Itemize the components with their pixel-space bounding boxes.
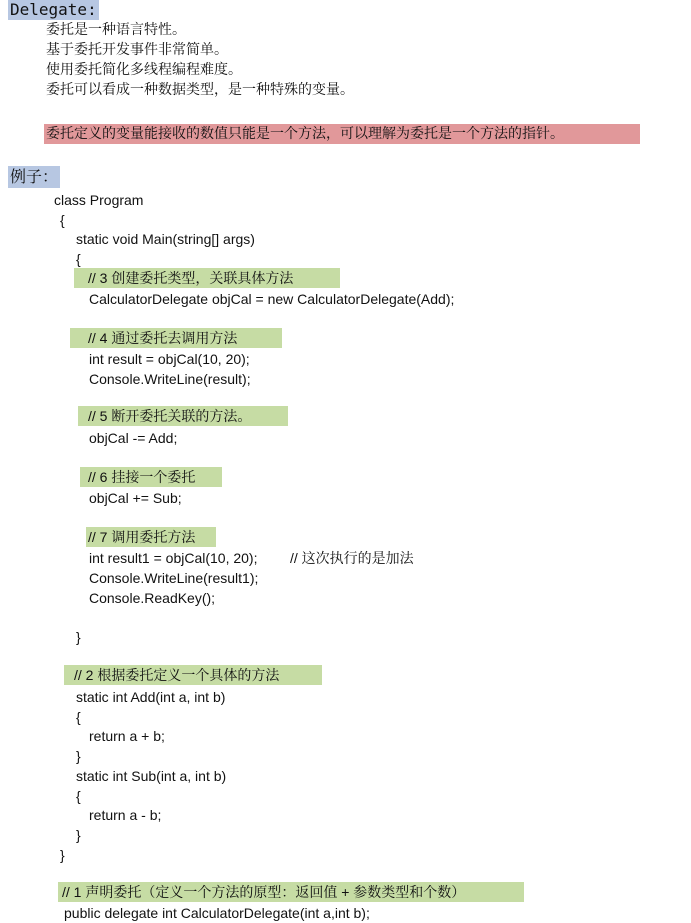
- code-line: int result = objCal(10, 20);: [89, 351, 250, 367]
- code-line: class Program: [54, 192, 144, 208]
- code-line: int result1 = objCal(10, 20);: [89, 550, 258, 566]
- code-comment: // 5 断开委托关联的方法。: [78, 406, 288, 426]
- intro-line-3: 使用委托简化多线程编程难度。: [46, 62, 242, 78]
- code-line: static int Sub(int a, int b): [76, 768, 227, 784]
- code-line: {: [60, 212, 65, 228]
- code-inline-comment: // 这次执行的是加法: [290, 550, 414, 566]
- example-heading: 例子：: [10, 167, 59, 186]
- code-comment: // 7 调用委托方法: [86, 527, 216, 547]
- code-line: static int Add(int a, int b): [76, 689, 226, 705]
- delegate-pointer-note: 委托定义的变量能接收的数值只能是一个方法，可以理解为委托是一个方法的指针。: [44, 124, 640, 144]
- intro-line-4: 委托可以看成一种数据类型，是一种特殊的变量。: [46, 82, 354, 98]
- code-line: Console.WriteLine(result);: [89, 371, 251, 387]
- code-comment: // 4 通过委托去调用方法: [70, 328, 282, 348]
- intro-line-1: 委托是一种语言特性。: [46, 22, 186, 38]
- code-line: {: [76, 788, 81, 804]
- code-line: objCal -= Add;: [89, 430, 178, 446]
- code-line: }: [60, 847, 65, 863]
- code-comment: // 1 声明委托（定义一个方法的原型：返回值 + 参数类型和个数）: [58, 882, 524, 902]
- code-comment: // 2 根据委托定义一个具体的方法: [64, 665, 322, 685]
- code-line: {: [76, 251, 81, 267]
- code-line: public delegate int CalculatorDelegate(int a,int b);: [64, 905, 370, 921]
- delegate-heading: Delegate:: [10, 0, 97, 19]
- code-line: static void Main(string[] args): [76, 231, 255, 247]
- code-line: {: [76, 709, 81, 725]
- code-line: return a + b;: [89, 728, 165, 744]
- code-line: objCal += Sub;: [89, 490, 182, 506]
- code-line: }: [76, 629, 81, 645]
- code-comment: // 6 挂接一个委托: [80, 467, 222, 487]
- code-line: Console.WriteLine(result1);: [89, 570, 259, 586]
- code-line: }: [76, 748, 81, 764]
- code-line: }: [76, 827, 81, 843]
- code-comment: // 3 创建委托类型，关联具体方法: [74, 268, 340, 288]
- code-line: Console.ReadKey();: [89, 590, 216, 606]
- code-line: return a - b;: [89, 807, 162, 823]
- intro-line-2: 基于委托开发事件非常简单。: [46, 42, 228, 58]
- code-line: CalculatorDelegate objCal = new CalculatorDelegate(Add);: [89, 291, 455, 307]
